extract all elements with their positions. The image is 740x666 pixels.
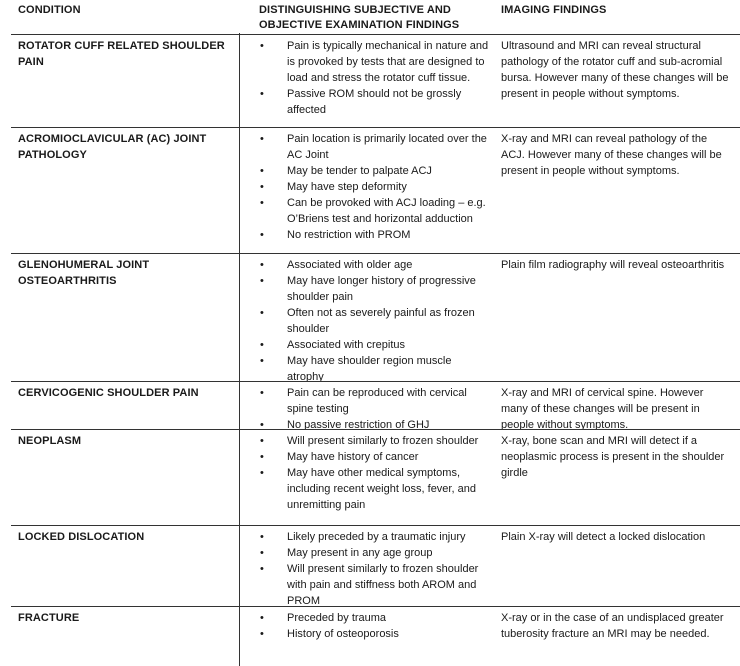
finding-item	[259, 305, 491, 337]
finding-item	[259, 417, 491, 429]
bullet-icon: •	[260, 229, 264, 241]
finding-item	[259, 257, 491, 273]
header-imaging: IMAGING FINDINGS	[501, 4, 607, 16]
bullet-icon: •	[260, 259, 264, 271]
finding-text: No passive restriction of GHJ	[287, 419, 430, 429]
bullet-icon: •	[260, 435, 264, 447]
finding-text: Preceded by trauma	[287, 612, 387, 624]
bullet-icon: •	[260, 547, 264, 559]
finding-text: History of osteoporosis	[287, 628, 399, 640]
finding-text: Will present similarly to frozen shoulder	[287, 435, 479, 447]
bullet-icon: •	[260, 181, 264, 193]
finding-text: No restriction with PROM	[287, 229, 411, 241]
finding-text: Likely preceded by a traumatic injury	[287, 531, 466, 543]
bullet-icon: •	[260, 40, 264, 52]
condition-cell: CERVICOGENIC SHOULDER PAIN	[18, 387, 199, 399]
finding-text: Pain location is primarily located over the AC Joint	[287, 133, 487, 161]
findings-list	[259, 257, 491, 381]
finding-text: Associated with older age	[287, 259, 413, 271]
findings-list	[259, 38, 491, 118]
finding-item	[259, 610, 491, 626]
condition-cell: LOCKED DISLOCATION	[18, 531, 145, 543]
condition-cell: ROTATOR CUFF RELATED SHOULDER PAIN	[18, 40, 225, 68]
differential-diagnosis-table	[11, 0, 740, 666]
finding-text: Associated with crepitus	[287, 339, 405, 351]
finding-text: Pain is typically mechanical in nature and is provoked by tests that are designed to load and stress the rotator cuff tissue.	[287, 40, 489, 84]
finding-text: Will present similarly to frozen shoulder with pain and stiffness both AROM and PROM	[287, 563, 479, 606]
finding-text: May have longer history of progressive shoulder pain	[287, 275, 476, 303]
bullet-icon: •	[260, 467, 264, 479]
findings-list	[259, 529, 491, 606]
condition-cell: ACROMIOCLAVICULAR (AC) JOINT PATHOLOGY	[18, 133, 207, 161]
imaging-cell: X-ray, bone scan and MRI will detect if a neoplasmic process is present in the shoulder girdle	[501, 435, 725, 479]
table-body	[11, 34, 740, 666]
bullet-icon: •	[260, 451, 264, 463]
finding-text: Passive ROM should not be grossly affected	[287, 88, 462, 116]
finding-text: May present in any age group	[287, 547, 433, 559]
finding-item	[259, 131, 491, 163]
finding-text: May have history of cancer	[287, 451, 419, 463]
bullet-icon: •	[260, 88, 264, 100]
table-row	[11, 429, 740, 525]
bullet-icon: •	[260, 628, 264, 640]
findings-list	[259, 610, 491, 642]
imaging-cell: Ultrasound and MRI can reveal structural pathology of the rotator cuff and sub-acromial bursa. However many of these changes will be present in people without symptoms.	[501, 40, 729, 100]
finding-item	[259, 545, 491, 561]
finding-item	[259, 353, 491, 381]
imaging-cell: X-ray or in the case of an undisplaced greater tuberosity fracture an MRI may be needed.	[501, 612, 724, 640]
table-row	[11, 127, 740, 253]
finding-item	[259, 449, 491, 465]
imaging-cell: Plain X-ray will detect a locked dislocation	[501, 531, 706, 543]
findings-list	[259, 385, 491, 429]
table-header-row	[11, 0, 740, 34]
finding-text: Can be provoked with ACJ loading – e.g. O’Briens test and horizontal adduction	[287, 197, 486, 225]
finding-text: Pain can be reproduced with cervical spine testing	[287, 387, 467, 415]
finding-text: May have step deformity	[287, 181, 407, 193]
bullet-icon: •	[260, 165, 264, 177]
finding-item	[259, 179, 491, 195]
bullet-icon: •	[260, 612, 264, 624]
imaging-cell: Plain film radiography will reveal osteoarthritis	[501, 259, 725, 271]
bullet-icon: •	[260, 275, 264, 287]
finding-item	[259, 195, 491, 227]
condition-cell: GLENOHUMERAL JOINT OSTEOARTHRITIS	[18, 259, 150, 287]
condition-cell: NEOPLASM	[18, 435, 82, 447]
finding-text: May have shoulder region muscle atrophy	[287, 355, 452, 381]
bullet-icon: •	[260, 563, 264, 575]
finding-item	[259, 163, 491, 179]
finding-item	[259, 337, 491, 353]
bullet-icon: •	[260, 531, 264, 543]
finding-text: May have other medical symptoms, including recent weight loss, fever, and unremitting pain	[287, 467, 476, 511]
column-divider	[239, 33, 240, 666]
table-row	[11, 34, 740, 127]
table-row	[11, 525, 740, 606]
finding-item	[259, 385, 491, 417]
finding-item	[259, 529, 491, 545]
header-findings: DISTINGUISHING SUBJECTIVE AND OBJECTIVE EXAMINATION FINDINGS	[259, 4, 460, 31]
findings-list	[259, 131, 491, 243]
bullet-icon: •	[260, 197, 264, 209]
finding-item	[259, 626, 491, 642]
imaging-cell: X-ray and MRI of cervical spine. However many of these changes will be present in people without symptoms.	[501, 387, 704, 429]
bullet-icon: •	[260, 339, 264, 351]
finding-item	[259, 273, 491, 305]
condition-cell: FRACTURE	[18, 612, 80, 624]
bullet-icon: •	[260, 419, 264, 429]
bullet-icon: •	[260, 307, 264, 319]
table-row	[11, 606, 740, 666]
table-row	[11, 381, 740, 429]
finding-item	[259, 561, 491, 606]
table-row	[11, 253, 740, 381]
finding-item	[259, 86, 491, 118]
finding-text: May be tender to palpate ACJ	[287, 165, 432, 177]
finding-item	[259, 465, 491, 513]
bullet-icon: •	[260, 355, 264, 367]
header-condition: CONDITION	[18, 4, 81, 16]
bullet-icon: •	[260, 133, 264, 145]
finding-item	[259, 433, 491, 449]
finding-item	[259, 227, 491, 243]
finding-text: Often not as severely painful as frozen shoulder	[287, 307, 475, 335]
findings-list	[259, 433, 491, 513]
imaging-cell: X-ray and MRI can reveal pathology of the ACJ. However many of these changes will be present in people without symptoms.	[501, 133, 722, 177]
finding-item	[259, 38, 491, 86]
bullet-icon: •	[260, 387, 264, 399]
